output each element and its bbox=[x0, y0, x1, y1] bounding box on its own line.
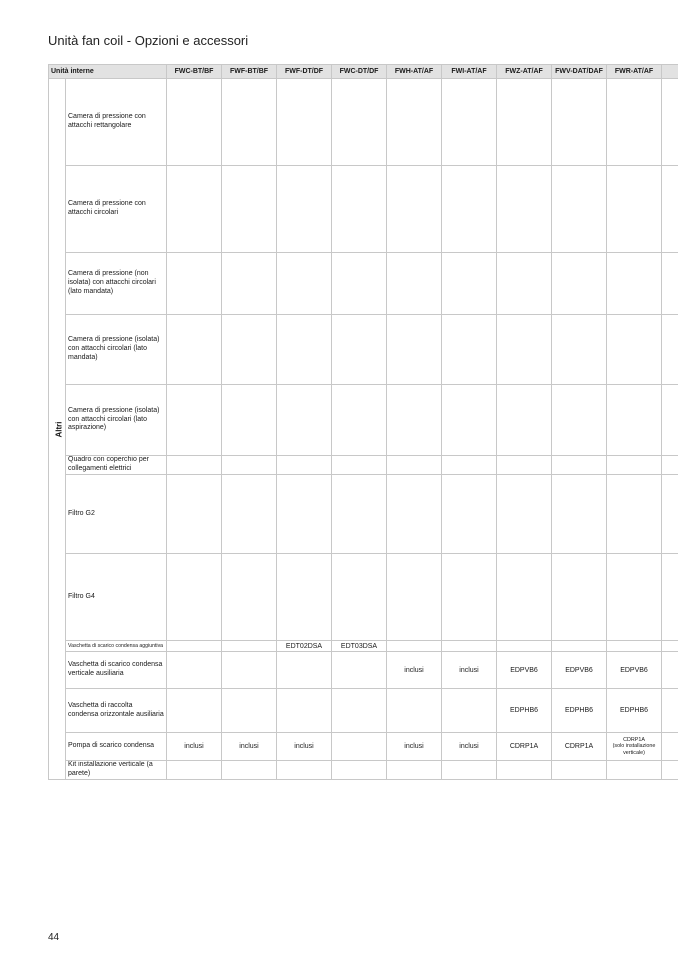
table-cell bbox=[387, 253, 442, 315]
table-cell bbox=[497, 315, 552, 385]
table-cell bbox=[662, 166, 678, 253]
table-cell bbox=[387, 166, 442, 253]
table-cell bbox=[222, 689, 277, 733]
table-cell bbox=[497, 554, 552, 641]
table-cell bbox=[497, 385, 552, 456]
table-cell bbox=[277, 315, 332, 385]
table-cell bbox=[552, 253, 607, 315]
table-cell bbox=[167, 689, 222, 733]
row-label: Kit installazione verticale (a parete) bbox=[66, 761, 167, 780]
table-cell bbox=[552, 475, 607, 554]
table-cell bbox=[662, 761, 678, 780]
table-cell bbox=[222, 475, 277, 554]
table-cell bbox=[277, 652, 332, 689]
table-cell bbox=[222, 253, 277, 315]
table-cell bbox=[222, 761, 277, 780]
table-cell bbox=[332, 761, 387, 780]
table-cell bbox=[167, 315, 222, 385]
table-cell bbox=[332, 652, 387, 689]
table-cell: EDPHB6 bbox=[607, 689, 662, 733]
table-row bbox=[49, 733, 678, 761]
column-header: FWC-DT/DF bbox=[332, 65, 387, 79]
table-cell bbox=[167, 475, 222, 554]
table-cell bbox=[442, 456, 497, 475]
table-cell: EDT03DSA bbox=[332, 641, 387, 652]
table-cell bbox=[387, 385, 442, 456]
column-header: FWR-AT/AF bbox=[607, 65, 662, 79]
table-cell bbox=[552, 385, 607, 456]
table-cell bbox=[442, 315, 497, 385]
table-cell bbox=[222, 456, 277, 475]
table-cell bbox=[222, 385, 277, 456]
table-cell bbox=[277, 253, 332, 315]
table-cell: inclusi bbox=[277, 733, 332, 761]
table-cell bbox=[277, 475, 332, 554]
row-label: Camera di pressione (isolata) con attacchi circolari (lato mandata) bbox=[66, 315, 167, 385]
table-cell bbox=[442, 79, 497, 166]
table-cell bbox=[277, 456, 332, 475]
table-cell bbox=[552, 166, 607, 253]
table-cell bbox=[387, 641, 442, 652]
group-label-cell bbox=[49, 79, 66, 780]
table-cell bbox=[552, 761, 607, 780]
table-cell bbox=[497, 253, 552, 315]
table-cell bbox=[332, 253, 387, 315]
cell-code: CDRP1A bbox=[623, 737, 645, 744]
table-row bbox=[49, 253, 678, 315]
table-cell: EDPHB6 bbox=[497, 689, 552, 733]
page-number: 44 bbox=[48, 932, 60, 943]
table-cell bbox=[552, 456, 607, 475]
table-cell bbox=[332, 456, 387, 475]
table-cell bbox=[662, 456, 678, 475]
table-cell bbox=[607, 385, 662, 456]
row-label: Quadro con coperchio per collegamenti elettrici bbox=[66, 456, 167, 475]
table-cell bbox=[497, 641, 552, 652]
table-cell bbox=[167, 253, 222, 315]
cell-note: (solo installazione verticale) bbox=[612, 743, 656, 756]
table-cell bbox=[332, 689, 387, 733]
table-cell bbox=[277, 79, 332, 166]
row-label: Pompa di scarico condensa bbox=[66, 733, 167, 761]
table-cell bbox=[607, 456, 662, 475]
table-cell bbox=[332, 475, 387, 554]
table-cell: EDPVB6 bbox=[607, 652, 662, 689]
table-cell bbox=[277, 554, 332, 641]
table-header-row bbox=[49, 65, 678, 79]
table-cell bbox=[277, 385, 332, 456]
table-cell bbox=[442, 385, 497, 456]
table-cell bbox=[387, 315, 442, 385]
table-cell bbox=[167, 79, 222, 166]
table-cell bbox=[662, 733, 678, 761]
page-title: Unità fan coil - Opzioni e accessori bbox=[48, 33, 249, 48]
column-header: FWH-AT/AF bbox=[387, 65, 442, 79]
table-cell bbox=[662, 554, 678, 641]
row-label: Camera di pressione (isolata) con attacchi circolari (lato aspirazione) bbox=[66, 385, 167, 456]
table-cell bbox=[442, 253, 497, 315]
table-cell bbox=[332, 733, 387, 761]
table-cell bbox=[387, 554, 442, 641]
table-cell bbox=[167, 652, 222, 689]
table-cell bbox=[387, 79, 442, 166]
table-cell bbox=[167, 641, 222, 652]
extra-column-header bbox=[662, 65, 678, 79]
table-cell bbox=[167, 166, 222, 253]
table-cell: inclusi bbox=[442, 652, 497, 689]
table-cell bbox=[607, 253, 662, 315]
row-label: Camera di pressione con attacchi rettangolare bbox=[66, 79, 167, 166]
table-cell bbox=[607, 475, 662, 554]
table-row bbox=[49, 79, 678, 166]
table-cell bbox=[332, 385, 387, 456]
column-header: FWC-BT/BF bbox=[167, 65, 222, 79]
table-cell bbox=[332, 315, 387, 385]
table-cell bbox=[222, 166, 277, 253]
column-header: FWV-DAT/DAF bbox=[552, 65, 607, 79]
table-cell bbox=[277, 689, 332, 733]
table-cell bbox=[442, 475, 497, 554]
row-label: Camera di pressione con attacchi circolari bbox=[66, 166, 167, 253]
accessories-table bbox=[48, 64, 678, 780]
table-cell bbox=[607, 315, 662, 385]
table-cell bbox=[442, 166, 497, 253]
table-cell bbox=[222, 652, 277, 689]
table-cell bbox=[497, 761, 552, 780]
table-cell bbox=[552, 641, 607, 652]
table-cell bbox=[442, 641, 497, 652]
table-cell bbox=[662, 641, 678, 652]
table-cell bbox=[552, 554, 607, 641]
table-cell bbox=[662, 689, 678, 733]
table-cell bbox=[607, 79, 662, 166]
table-cell bbox=[662, 385, 678, 456]
table-cell bbox=[277, 761, 332, 780]
table-cell bbox=[332, 554, 387, 641]
table-row bbox=[49, 456, 678, 475]
table-cell bbox=[497, 79, 552, 166]
table-cell: CDRP1A bbox=[552, 733, 607, 761]
table-cell bbox=[167, 456, 222, 475]
table-cell bbox=[607, 554, 662, 641]
table-cell bbox=[607, 641, 662, 652]
table-cell bbox=[442, 554, 497, 641]
column-header: FWF-DT/DF bbox=[277, 65, 332, 79]
table-row bbox=[49, 761, 678, 780]
column-header: FWI-AT/AF bbox=[442, 65, 497, 79]
row-label: Vaschetta di scarico condensa verticale ausiliaria bbox=[66, 652, 167, 689]
table-cell: EDT02DSA bbox=[277, 641, 332, 652]
table-cell bbox=[332, 79, 387, 166]
table-cell: inclusi bbox=[387, 733, 442, 761]
table-cell bbox=[387, 761, 442, 780]
table-cell: inclusi bbox=[222, 733, 277, 761]
table-row bbox=[49, 385, 678, 456]
group-label: Altri bbox=[54, 421, 64, 437]
row-label: Vaschetta di scarico condensa aggiuntiva bbox=[66, 641, 167, 652]
corner-header: Unità interne bbox=[49, 65, 167, 79]
table-row bbox=[49, 652, 678, 689]
table-cell: CDRP1A bbox=[497, 733, 552, 761]
table-cell: EDPVB6 bbox=[552, 652, 607, 689]
table-row bbox=[49, 641, 678, 652]
table-cell bbox=[552, 79, 607, 166]
table-row bbox=[49, 166, 678, 253]
table-cell bbox=[387, 689, 442, 733]
table-cell: EDPVB6 bbox=[497, 652, 552, 689]
table-cell bbox=[662, 652, 678, 689]
table-cell: inclusi bbox=[167, 733, 222, 761]
table-cell bbox=[497, 475, 552, 554]
table-row bbox=[49, 315, 678, 385]
table-cell bbox=[277, 166, 332, 253]
column-header: FWF-BT/BF bbox=[222, 65, 277, 79]
table-cell bbox=[167, 554, 222, 641]
table-row bbox=[49, 554, 678, 641]
row-label: Camera di pressione (non isolata) con attacchi circolari (lato mandata) bbox=[66, 253, 167, 315]
table-cell bbox=[607, 166, 662, 253]
row-label: Filtro G4 bbox=[66, 554, 167, 641]
table-cell bbox=[222, 79, 277, 166]
table-cell: inclusi bbox=[442, 733, 497, 761]
table-cell bbox=[442, 761, 497, 780]
table-cell bbox=[387, 456, 442, 475]
table-cell: inclusi bbox=[387, 652, 442, 689]
table-cell bbox=[607, 761, 662, 780]
table-cell bbox=[167, 761, 222, 780]
table-row bbox=[49, 689, 678, 733]
table-cell bbox=[222, 315, 277, 385]
table-cell bbox=[607, 733, 662, 761]
row-label: Vaschetta di raccolta condensa orizzontale ausiliaria bbox=[66, 689, 167, 733]
row-label: Filtro G2 bbox=[66, 475, 167, 554]
table-cell bbox=[222, 641, 277, 652]
table-cell bbox=[387, 475, 442, 554]
table-cell bbox=[497, 166, 552, 253]
table-cell bbox=[442, 689, 497, 733]
table-cell bbox=[222, 554, 277, 641]
table-cell bbox=[552, 315, 607, 385]
table-cell bbox=[332, 166, 387, 253]
table-cell bbox=[662, 253, 678, 315]
table-cell bbox=[662, 475, 678, 554]
table-cell bbox=[662, 315, 678, 385]
table-cell: EDPHB6 bbox=[552, 689, 607, 733]
table-cell bbox=[662, 79, 678, 166]
column-header: FWZ-AT/AF bbox=[497, 65, 552, 79]
table-row bbox=[49, 475, 678, 554]
table-cell bbox=[167, 385, 222, 456]
table-cell bbox=[497, 456, 552, 475]
